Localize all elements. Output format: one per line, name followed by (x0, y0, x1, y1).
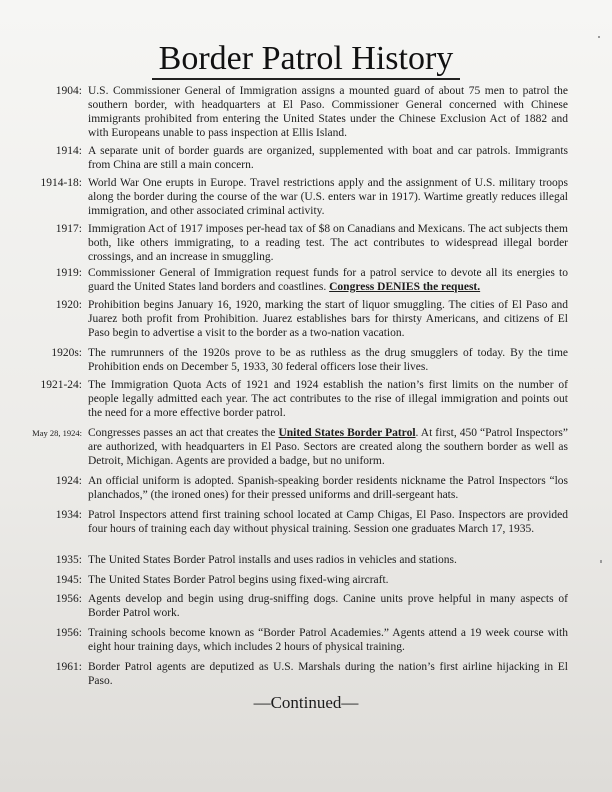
entry-text: The United States Border Patrol installs and uses radios in vehicles and stations. (88, 554, 457, 566)
title-underline (152, 78, 460, 80)
entry-year: 1956: (55, 593, 82, 605)
page-title: Border Patrol History (158, 40, 454, 77)
entry-text: The United States Border Patrol begins using fixed-wing aircraft. (88, 574, 389, 586)
scan-speck (598, 36, 600, 38)
entry-year: 1961: (55, 661, 82, 673)
entry-year: 1917: (55, 223, 82, 235)
congress-denies-emphasis: Congress DENIES the request. (329, 281, 481, 293)
entry-text: Patrol Inspectors attend first training school located at Camp Chigas, El Paso. Inspectors are provided four hours of training each day without physical training. Session one graduates March 17, 1935. (88, 509, 568, 535)
entry-year: 1921-24: (40, 379, 82, 391)
entry-text: Prohibition begins January 16, 1920, marking the start of liquor smuggling. The cities of El Paso and Juarez both profit from Prohibition. Juarez establishes bars for thirsty Americans, and citizens of El Paso begin to advertise a visit to the border as a two-nation vacation. (88, 299, 568, 339)
entry-year: 1956: (55, 627, 82, 639)
entry-year: 1934: (55, 509, 82, 521)
entry-year: 1914-18: (40, 177, 82, 189)
continued-footer: —Continued— (253, 693, 359, 712)
entry-text: Commissioner General of Immigration request funds for a patrol service to devote all its energies to guard the United States land borders and coastlines. Congress DENIES the request. (88, 267, 568, 293)
entry-text: Congresses passes an act that creates the United States Border Patrol. At first, 450 “Patrol Inspectors” are authorized, with headquarters in El Paso. Sectors are created along the southern border as well as Detroit, Michigan. Agents are provided a badge, but no uniform. (88, 427, 568, 467)
entry-year: 1924: (55, 475, 82, 487)
entry-text: Agents develop and begin using drug-sniffing dogs. Canine units prove helpful in many aspects of Border Patrol work. (88, 593, 568, 619)
entry-text: An official uniform is adopted. Spanish-speaking border residents nickname the Patrol Inspectors “los planchados,” (the ironed ones) for their pressed uniforms and drill-sergeant hats. (88, 475, 568, 501)
entry-year: 1904: (55, 85, 82, 97)
entry-year: 1920s: (51, 347, 82, 359)
entry-text: U.S. Commissioner General of Immigration assigns a mounted guard of about 75 men to patrol the southern border, with headquarters at El Paso. Commissioner General concerned with Chinese immigrants prohibited from entering the United States under the Chinese Exclusion Act of 1882 and with Europeans unable to pass inspection at Ellis Island. (88, 85, 568, 139)
entry-text: Border Patrol agents are deputized as U.S. Marshals during the nation’s first airline hijacking in El Paso. (88, 661, 568, 687)
entry-text: Immigration Act of 1917 imposes per-head tax of $8 on Canadians and Mexicans. The act subjects them both, like others immigrating, to a reading test. The act contributes to widespread illegal border crossings, and an increase in smuggling. (88, 223, 568, 263)
scan-speck (600, 560, 602, 563)
entry-year: May 28, 1924: (32, 428, 82, 438)
border-patrol-emphasis: United States Border Patrol (278, 427, 416, 439)
entry-year: 1935: (55, 554, 82, 566)
entry-text: The Immigration Quota Acts of 1921 and 1924 establish the nation’s first limits on the number of people legally admitted each year. The act contributes to the rise of illegal immigration and points out the need for a more effective border patrol. (88, 379, 568, 419)
entry-text: Training schools become known as “Border Patrol Academies.” Agents attend a 19 week course with eight hour training days, which includes 2 hours of physical training. (88, 627, 568, 653)
entry-year: 1920: (55, 299, 82, 311)
entry-text: World War One erupts in Europe. Travel restrictions apply and the assignment of U.S. military troops along the border during the course of the war (U.S. enters war in 1917). Wartime greatly reduces illegal immigration, and other associated criminal activity. (88, 177, 568, 217)
entry-year: 1914: (55, 145, 82, 157)
entry-text: The rumrunners of the 1920s prove to be as ruthless as the drug smugglers of today. By the time Prohibition ends on December 5, 1933, 30 federal officers lose their lives. (88, 347, 568, 373)
entry-text: A separate unit of border guards are organized, supplemented with boat and car patrols. Immigrants from China are still a main concern. (88, 145, 568, 171)
entry-year: 1945: (55, 574, 82, 586)
entry-year: 1919: (55, 267, 82, 279)
